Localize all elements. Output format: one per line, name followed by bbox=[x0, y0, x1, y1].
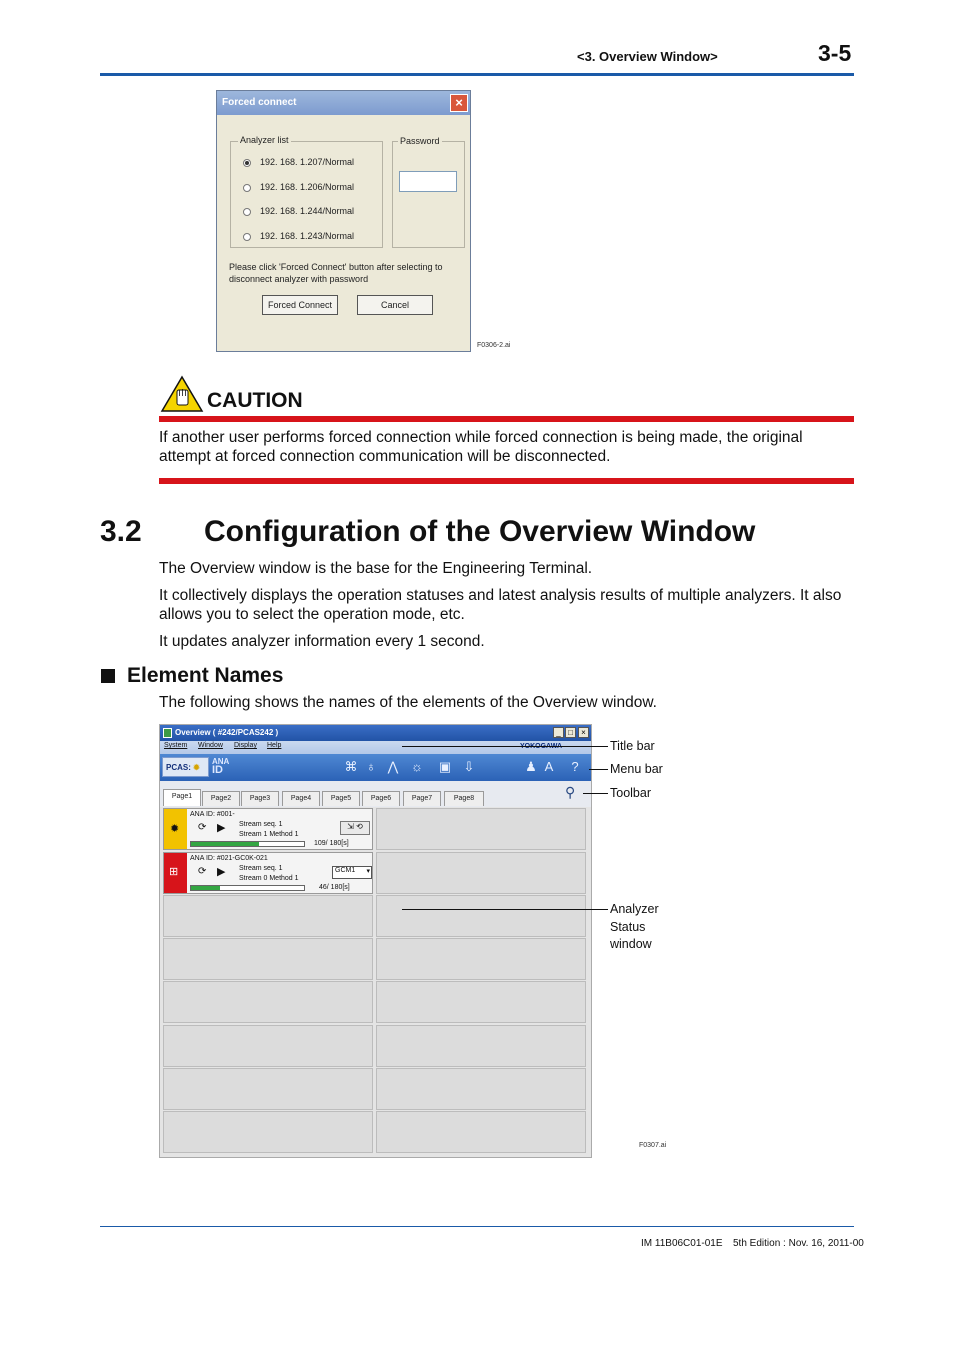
menu-display[interactable]: Display bbox=[234, 742, 257, 749]
analyzer-radio-2[interactable] bbox=[243, 182, 354, 192]
overview-window bbox=[159, 724, 592, 1158]
cancel-button[interactable]: Cancel bbox=[357, 295, 433, 315]
empty-analyzer-slot[interactable] bbox=[163, 938, 373, 980]
empty-analyzer-slot[interactable] bbox=[163, 981, 373, 1023]
analyzer-id: ANA ID: #021-GC0K-021 bbox=[190, 855, 268, 862]
empty-analyzer-slot[interactable] bbox=[376, 1025, 586, 1067]
section-number: 3.2 bbox=[100, 515, 142, 548]
cycle-icon[interactable]: ⟳ bbox=[198, 866, 207, 877]
subsection-title: Element Names bbox=[127, 664, 284, 687]
help-icon[interactable]: ? bbox=[571, 759, 579, 774]
dialog-title: Forced connect bbox=[222, 97, 297, 108]
running-header-section: <3. Overview Window> bbox=[577, 49, 718, 64]
stream-seq: Stream seq. 1 bbox=[239, 821, 283, 828]
maximize-icon[interactable]: □ bbox=[565, 727, 576, 738]
tab-page5[interactable]: Page5 bbox=[322, 791, 360, 806]
callout-menu-bar: Menu bar bbox=[610, 762, 663, 776]
callout-title-bar: Title bar bbox=[610, 739, 655, 753]
stream-method: Stream 1 Method 1 bbox=[239, 831, 299, 838]
tool-chromatogram-icon[interactable]: ⋀ bbox=[387, 759, 399, 774]
callout-line-title-bar bbox=[402, 746, 608, 747]
analyzer-status-panel[interactable] bbox=[163, 852, 373, 894]
analyzer-label: 192. 168. 1.244/Normal bbox=[260, 206, 355, 216]
tool-font-icon[interactable]: A bbox=[544, 759, 554, 774]
page-number: 3-5 bbox=[818, 40, 852, 66]
tab-page6[interactable]: Page6 bbox=[362, 791, 400, 806]
callout-line-toolbar bbox=[583, 793, 608, 794]
tab-page1[interactable]: Page1 bbox=[163, 789, 201, 806]
radio-selected-icon[interactable] bbox=[243, 159, 251, 167]
select-value: GCM1 bbox=[335, 867, 356, 874]
tab-page3[interactable]: Page3 bbox=[241, 791, 279, 806]
pcas-indicator[interactable] bbox=[162, 757, 209, 777]
analyzer-label: 192. 168. 1.206/Normal bbox=[260, 182, 355, 192]
cycle-icon[interactable]: ⟳ bbox=[198, 822, 207, 833]
progress-text: 109/ 180[s] bbox=[314, 840, 349, 847]
analyzer-label: 192. 168. 1.243/Normal bbox=[260, 231, 355, 241]
pcas-label: PCAS: bbox=[166, 763, 191, 772]
analyzer-radio-3[interactable] bbox=[243, 206, 354, 216]
progress-text: 46/ 180[s] bbox=[319, 884, 350, 891]
ana-id-button[interactable] bbox=[212, 757, 229, 775]
tool-screen-icon[interactable]: ▣ bbox=[438, 759, 452, 774]
overview-title: Overview ( #242/PCAS242 ) bbox=[175, 728, 279, 737]
empty-analyzer-slot[interactable] bbox=[376, 895, 586, 937]
empty-analyzer-slot[interactable] bbox=[163, 1111, 373, 1153]
stream-seq: Stream seq. 1 bbox=[239, 865, 283, 872]
footer-doc-id: IM 11B06C01-01E bbox=[641, 1238, 723, 1249]
progress-fill bbox=[191, 842, 259, 846]
dialog-note: Please click 'Forced Connect' button after selecting to disconnect analyzer with password bbox=[229, 262, 443, 284]
subsection-intro: The following shows the names of the elements of the Overview window. bbox=[159, 694, 657, 711]
play-icon[interactable]: ▶ bbox=[217, 866, 226, 878]
caution-title: CAUTION bbox=[207, 389, 303, 412]
alarm-icon: ⊞ bbox=[169, 866, 179, 878]
method-select[interactable] bbox=[332, 866, 372, 879]
section-title: Configuration of the Overview Window bbox=[204, 515, 756, 548]
gear-icon: ✹ bbox=[170, 823, 180, 835]
menu-help[interactable]: Help bbox=[267, 742, 282, 749]
tab-page4[interactable]: Page4 bbox=[282, 791, 320, 806]
overview-menu-bar bbox=[160, 741, 592, 754]
tool-network-icon[interactable]: ⌘ bbox=[344, 759, 358, 774]
callout-analyzer-status-2: Status bbox=[610, 920, 646, 934]
empty-analyzer-slot[interactable] bbox=[376, 938, 586, 980]
menu-window[interactable]: Window bbox=[198, 742, 223, 749]
radio-icon[interactable] bbox=[243, 208, 251, 216]
tab-page2[interactable]: Page2 bbox=[202, 791, 240, 806]
dialog-title-bar bbox=[217, 91, 470, 115]
footer-edition: 5th Edition : Nov. 16, 2011-00 bbox=[733, 1238, 864, 1249]
empty-analyzer-slot[interactable] bbox=[376, 1111, 586, 1153]
close-icon[interactable]: × bbox=[578, 727, 589, 738]
analyzer-radio-4[interactable] bbox=[243, 231, 354, 241]
callout-line-analyzer-status bbox=[402, 909, 608, 910]
empty-analyzer-slot[interactable] bbox=[376, 1068, 586, 1110]
caution-text: If another user performs forced connection while forced connection is being made, the original attempt at forced connection communication will be disconnected. bbox=[159, 429, 803, 465]
empty-analyzer-slot[interactable] bbox=[376, 852, 586, 894]
progress-bar bbox=[190, 841, 305, 847]
caution-rule-top bbox=[159, 416, 854, 422]
callout-line-menu-bar bbox=[589, 769, 608, 770]
empty-analyzer-slot[interactable] bbox=[163, 1068, 373, 1110]
footer-rule bbox=[100, 1226, 854, 1227]
radio-icon[interactable] bbox=[243, 184, 251, 192]
analyzer-radio-1[interactable] bbox=[243, 157, 354, 167]
page-tabs bbox=[160, 781, 592, 807]
tool-light-icon[interactable]: ☼ bbox=[411, 759, 423, 774]
progress-fill bbox=[191, 886, 220, 890]
tool-download-icon[interactable]: ⇩ bbox=[463, 759, 475, 774]
callout-analyzer-status-1: Analyzer bbox=[610, 902, 659, 916]
ana-id-bottom: ID bbox=[212, 764, 223, 776]
analyzer-status-panel[interactable] bbox=[163, 808, 373, 850]
app-icon bbox=[163, 728, 172, 738]
empty-analyzer-slot[interactable] bbox=[376, 981, 586, 1023]
callout-analyzer-status-3: window bbox=[610, 937, 652, 951]
password-group bbox=[392, 141, 465, 248]
caution-hand-icon bbox=[160, 375, 204, 418]
stream-method: Stream 0 Method 1 bbox=[239, 875, 299, 882]
radio-icon[interactable] bbox=[243, 233, 251, 241]
analyzer-label: 192. 168. 1.207/Normal bbox=[260, 157, 355, 167]
monitor-icon[interactable]: ⚲ bbox=[565, 784, 576, 800]
empty-analyzer-slot[interactable] bbox=[163, 895, 373, 937]
overview-title-bar bbox=[160, 725, 592, 741]
progress-bar bbox=[190, 885, 305, 891]
forced-connect-dialog bbox=[216, 90, 471, 352]
gear-icon: ✹ bbox=[193, 763, 200, 772]
section-paragraph-2: It collectively displays the operation statuses and latest analysis results of multiple analyzers. It also allows you to select the operation mode, etc. bbox=[159, 587, 842, 623]
header-rule bbox=[100, 73, 854, 76]
minimize-icon[interactable]: _ bbox=[553, 727, 564, 738]
analyzer-id: ANA ID: #001- bbox=[190, 811, 235, 818]
tool-buttons[interactable]: ⇲ ⟲ bbox=[340, 821, 370, 835]
password-label: Password bbox=[400, 136, 440, 146]
close-icon[interactable]: × bbox=[450, 94, 468, 112]
section-paragraph-3: It updates analyzer information every 1 second. bbox=[159, 633, 485, 650]
password-field[interactable] bbox=[399, 171, 457, 192]
ana-id-top: ANA bbox=[212, 757, 230, 766]
empty-analyzer-slot[interactable] bbox=[376, 808, 586, 850]
chevron-down-icon: ▾ bbox=[366, 868, 370, 875]
tool-user-icon[interactable]: ♟ bbox=[525, 759, 537, 774]
tool-flask-icon[interactable]: ♁ bbox=[366, 759, 376, 774]
analyzer-list-label: Analyzer list bbox=[240, 135, 289, 145]
menu-system[interactable]: System bbox=[164, 742, 188, 749]
callout-toolbar: Toolbar bbox=[610, 786, 651, 800]
tab-page7[interactable]: Page7 bbox=[403, 791, 441, 806]
section-paragraph-1: The Overview window is the base for the Engineering Terminal. bbox=[159, 560, 593, 577]
empty-analyzer-slot[interactable] bbox=[163, 1025, 373, 1067]
forced-connect-button[interactable]: Forced Connect bbox=[262, 295, 338, 315]
caution-rule-bottom bbox=[159, 478, 854, 484]
overview-toolbar bbox=[160, 754, 592, 781]
tab-page8[interactable]: Page8 bbox=[444, 791, 484, 806]
square-bullet-icon bbox=[101, 669, 115, 683]
play-icon[interactable]: ▶ bbox=[217, 822, 226, 834]
figure-id: F0307.ai bbox=[639, 1142, 667, 1149]
figure-id: F0306-2.ai bbox=[477, 342, 511, 349]
